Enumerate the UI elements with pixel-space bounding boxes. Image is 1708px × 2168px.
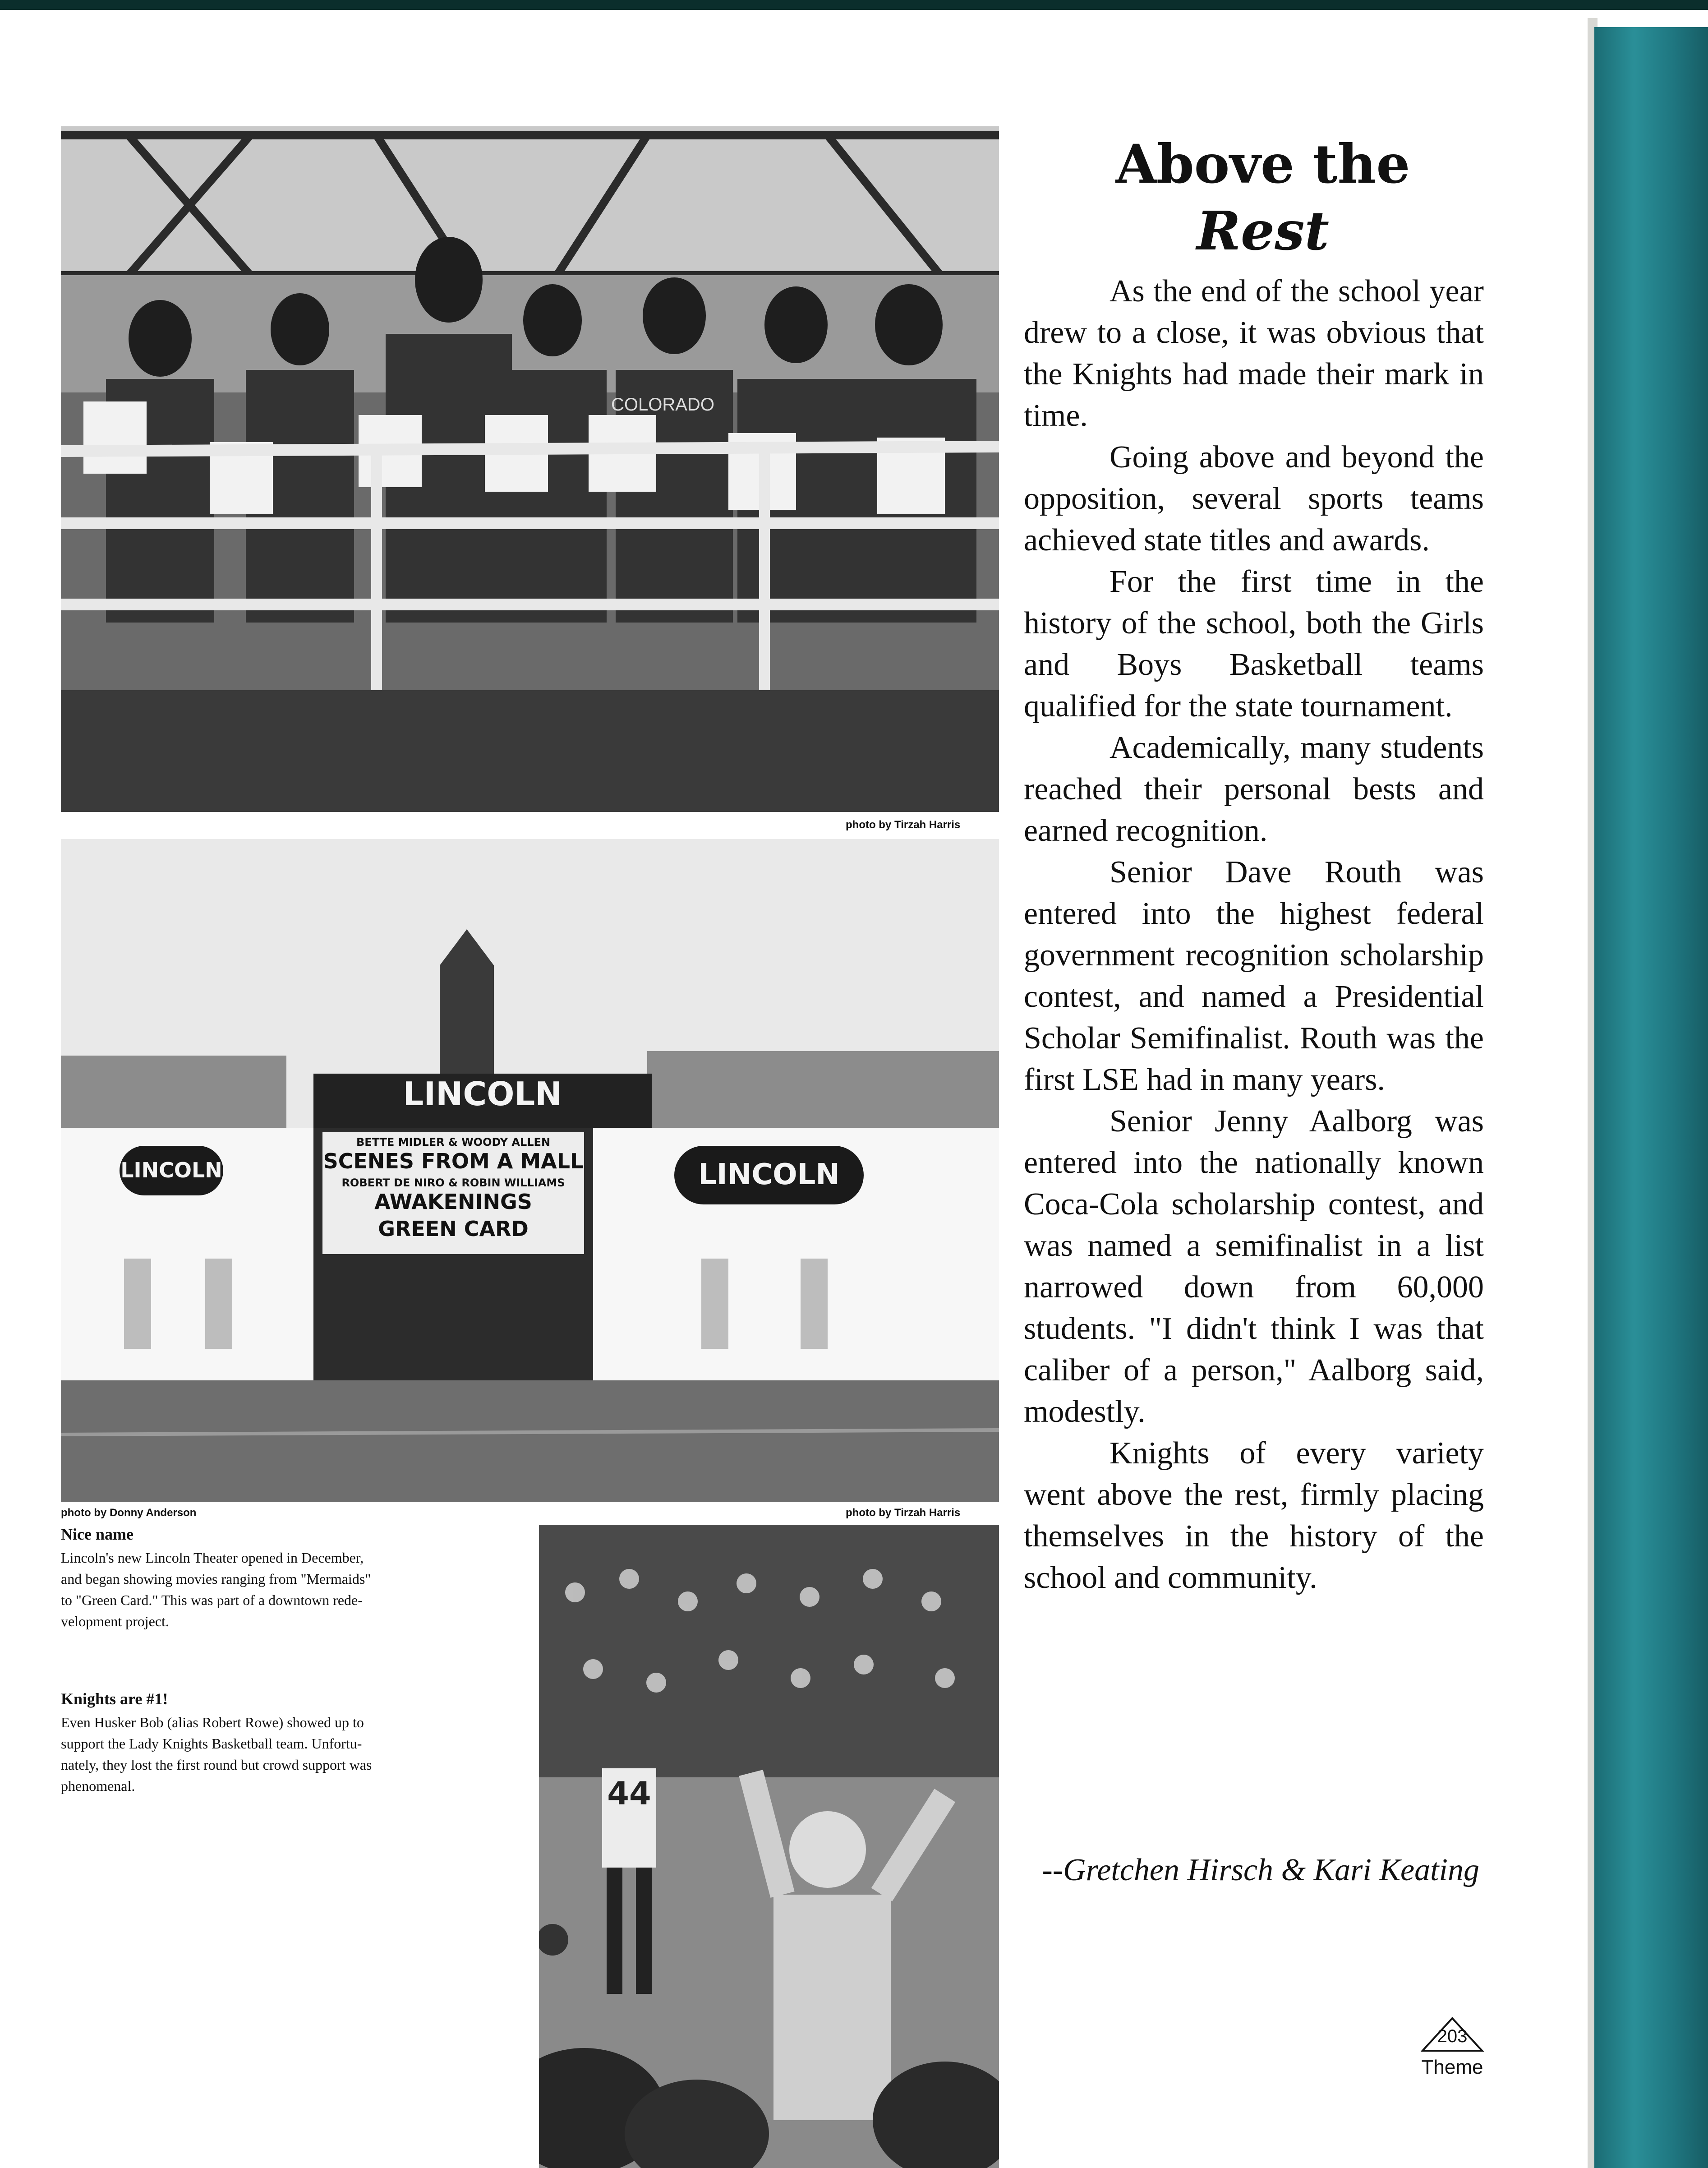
caption-title-nice-name: Nice name <box>61 1525 134 1543</box>
caption-line: Lincoln's new Lincoln Theater opened in December, <box>61 1550 364 1566</box>
caption-line: velopment project. <box>61 1613 169 1629</box>
scan-top-border <box>0 0 1708 10</box>
caption-line: nately, they lost the first round but crowd support was <box>61 1757 372 1773</box>
marquee-line-3: ROBERT DE NIRO & ROBIN WILLIAMS <box>341 1176 565 1189</box>
side-sign-right: LINCOLN <box>698 1158 840 1191</box>
jersey-number: 44 <box>607 1775 651 1812</box>
book-cover-edge <box>1594 27 1708 2168</box>
photo-lincoln-theater <box>61 839 999 1502</box>
page-marker <box>1421 2016 1484 2078</box>
caption-nice-name <box>61 1547 525 1632</box>
article-paragraph: For the first time in the history of the school, both the Girls and Boys Basketball teams qualified for the state tournament. <box>1024 564 1484 724</box>
colorado-sign: COLORADO <box>611 395 714 415</box>
caption-line: support the Lady Knights Basketball team. Unfortu- <box>61 1735 362 1752</box>
caption-knights <box>61 1712 525 1797</box>
photo-credit-1: photo by Tirzah Harris <box>846 819 961 831</box>
caption-line: phenomenal. <box>61 1778 135 1794</box>
caption-line: to "Green Card." This was part of a downtown rede- <box>61 1592 363 1608</box>
marquee-line-4: AWAKENINGS <box>374 1190 532 1214</box>
headline-line-1: Above the <box>1115 133 1410 195</box>
article-paragraph: Knights of every variety went above the rest, firmly placing themselves in the history of the school and community. <box>1024 1436 1484 1595</box>
caption-line: and began showing movies ranging from "Mermaids" <box>61 1571 371 1587</box>
article-paragraph: Academically, many students reached their personal bests and earned recognition. <box>1024 730 1484 848</box>
marquee-line-1: BETTE MIDLER & WOODY ALLEN <box>356 1136 551 1149</box>
photo-husker-bob-crowd <box>539 1525 999 2168</box>
article-paragraph: Senior Dave Routh was entered into the highest federal government recognition scholarship contest, and named a Presidential Scholar Semifinalist. Routh was the first LSE had in many years. <box>1024 855 1484 1097</box>
marquee-top-sign: LINCOLN <box>403 1075 562 1113</box>
photo-credit-3: photo by Tirzah Harris <box>846 1507 961 1519</box>
marquee-line-5: GREEN CARD <box>378 1217 529 1241</box>
headline-line-2: Rest <box>1196 199 1330 262</box>
section-label: Theme <box>1421 2056 1483 2078</box>
article-paragraph: As the end of the school year drew to a close, it was obvious that the Knights had made their mark in time. <box>1024 274 1484 433</box>
article-paragraph: Going above and beyond the opposition, several sports teams achieved state titles and awards. <box>1024 440 1484 558</box>
page-number: 203 <box>1437 2026 1468 2046</box>
article-paragraph: Senior Jenny Aalborg was entered into the nationally known Coca-Cola scholarship contest, and was named a semifinalist in a list narrowed down from 60,000 students. "I didn't think I was that caliber of a person," Aalborg said, modestly. <box>1024 1104 1484 1429</box>
headline <box>1037 131 1488 264</box>
caption-title-knights: Knights are #1! <box>61 1690 168 1708</box>
photo-credit-2: photo by Donny Anderson <box>61 1507 197 1519</box>
side-sign-left: LINCOLN <box>120 1158 222 1182</box>
article-body <box>1024 271 1484 1599</box>
photo-students-railing <box>61 126 999 812</box>
caption-line: Even Husker Bob (alias Robert Rowe) showed up to <box>61 1714 364 1730</box>
marquee-line-2: SCENES FROM A MALL <box>323 1149 584 1173</box>
article-byline: --Gretchen Hirsch & Kari Keating <box>1042 1853 1479 1887</box>
